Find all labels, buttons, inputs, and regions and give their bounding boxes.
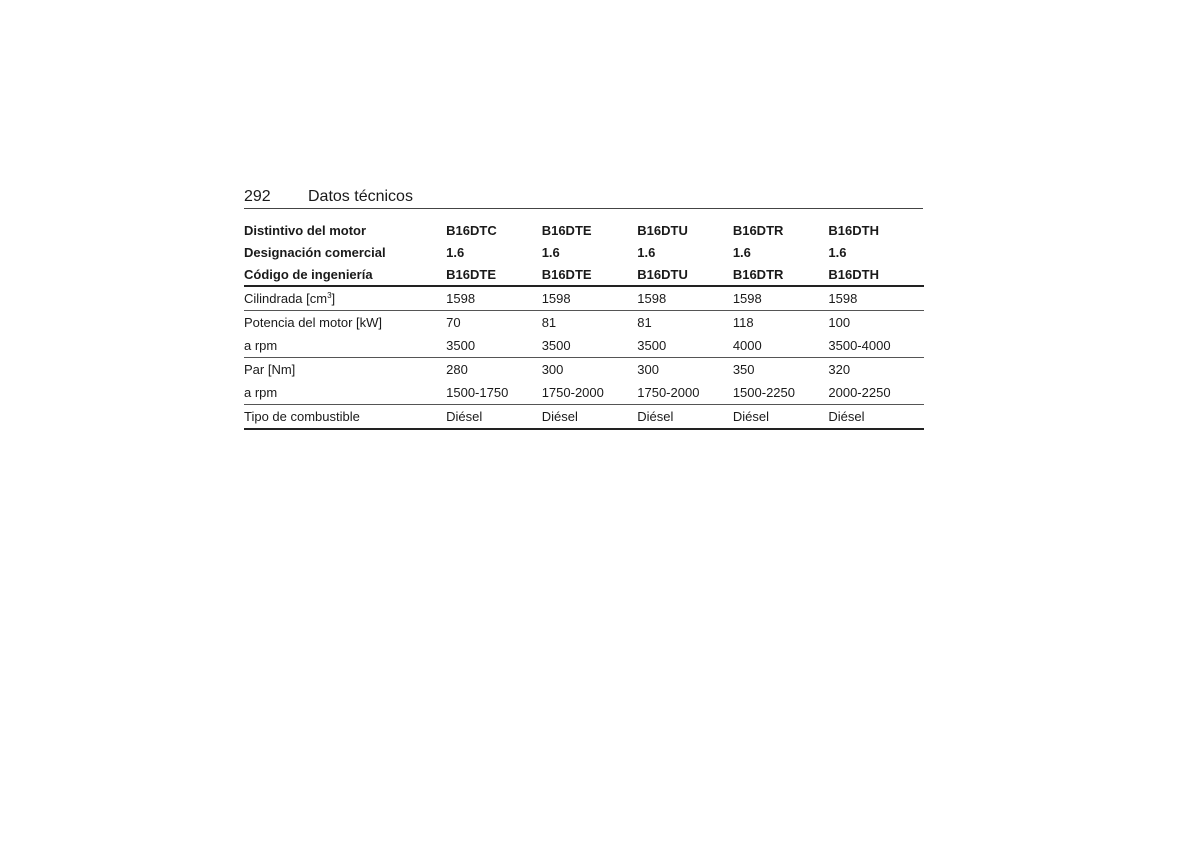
table-cell: 81 bbox=[637, 315, 652, 330]
table-cell: 1598 bbox=[733, 286, 829, 311]
table-cell: 100 bbox=[828, 315, 851, 330]
table-cell: 3500 bbox=[542, 334, 638, 358]
row-label: a rpm bbox=[244, 381, 446, 405]
table-cell: Diésel bbox=[637, 405, 733, 430]
table-cell: 1.6 bbox=[828, 244, 847, 260]
table-cell: 320 bbox=[828, 362, 851, 377]
table-cell: 1500-2250 bbox=[733, 381, 829, 405]
table-cell: 1500-1750 bbox=[446, 381, 542, 405]
table-cell: 70 bbox=[446, 315, 461, 330]
table-row bbox=[244, 381, 924, 405]
table-cell: 1750-2000 bbox=[542, 381, 638, 405]
table-cell: 280 bbox=[446, 362, 468, 377]
table-cell: 118 bbox=[732, 315, 754, 330]
table-cell: 3500-4000 bbox=[828, 334, 924, 358]
unit-superscript: 3 bbox=[327, 291, 332, 300]
row-label-suffix: ] bbox=[331, 291, 336, 306]
table-cell: B16DTH bbox=[828, 263, 924, 286]
table-cell: 1598 bbox=[446, 286, 542, 311]
table-cell: B16DTE bbox=[446, 263, 542, 286]
table-cell: Diésel bbox=[446, 405, 542, 430]
table-cell: B16DTE bbox=[541, 223, 592, 239]
table-cell: B16DTU bbox=[637, 223, 688, 239]
page-header bbox=[244, 186, 923, 209]
table-header-row bbox=[244, 242, 924, 264]
table-cell: 1598 bbox=[637, 286, 733, 311]
table-cell: Diésel bbox=[733, 405, 829, 430]
table-row bbox=[244, 286, 924, 311]
table-cell: 300 bbox=[541, 362, 564, 377]
table-cell: 1598 bbox=[828, 286, 924, 311]
row-label: Designación comercial bbox=[244, 244, 386, 260]
table-cell: Diésel bbox=[542, 405, 638, 430]
row-label: Distintivo del motor bbox=[244, 223, 367, 239]
table-cell: 300 bbox=[637, 362, 659, 377]
table-header-row bbox=[244, 263, 924, 286]
table-cell: 1.6 bbox=[732, 244, 751, 260]
row-label: Potencia del motor [kW] bbox=[244, 315, 382, 330]
table-row bbox=[244, 311, 924, 335]
row-label: Tipo de combustible bbox=[244, 405, 446, 430]
table-cell: Diésel bbox=[828, 405, 924, 430]
table-cell: 1.6 bbox=[541, 244, 560, 260]
table-cell: B16DTR bbox=[733, 263, 829, 286]
table-cell: B16DTU bbox=[637, 263, 733, 286]
table-cell: 2000-2250 bbox=[828, 381, 924, 405]
section-title: Datos técnicos bbox=[308, 188, 413, 205]
row-label: Par [Nm] bbox=[244, 362, 296, 377]
table-row bbox=[244, 358, 924, 382]
table-cell: B16DTC bbox=[446, 223, 497, 239]
engine-spec-table bbox=[244, 220, 924, 430]
table-cell: B16DTH bbox=[828, 223, 879, 239]
table-cell: 3500 bbox=[637, 334, 733, 358]
row-label: a rpm bbox=[244, 334, 446, 358]
page-number: 292 bbox=[244, 188, 271, 205]
table-cell: 350 bbox=[732, 362, 755, 377]
row-label: Código de ingeniería bbox=[244, 263, 446, 286]
table-cell: 1750-2000 bbox=[637, 381, 733, 405]
table-row bbox=[244, 334, 924, 358]
table-cell: B16DTR bbox=[732, 223, 784, 239]
table-cell: 81 bbox=[541, 315, 557, 330]
table-cell: 1.6 bbox=[446, 244, 465, 260]
table-cell: 3500 bbox=[446, 334, 542, 358]
row-label-text: Cilindrada [cm bbox=[244, 291, 328, 306]
table-cell: 4000 bbox=[733, 334, 829, 358]
table-header-row bbox=[244, 220, 924, 242]
table-cell: B16DTE bbox=[542, 263, 638, 286]
table-row bbox=[244, 405, 924, 430]
row-label bbox=[244, 286, 446, 311]
table-cell: 1.6 bbox=[637, 244, 656, 260]
table-cell: 1598 bbox=[542, 286, 638, 311]
